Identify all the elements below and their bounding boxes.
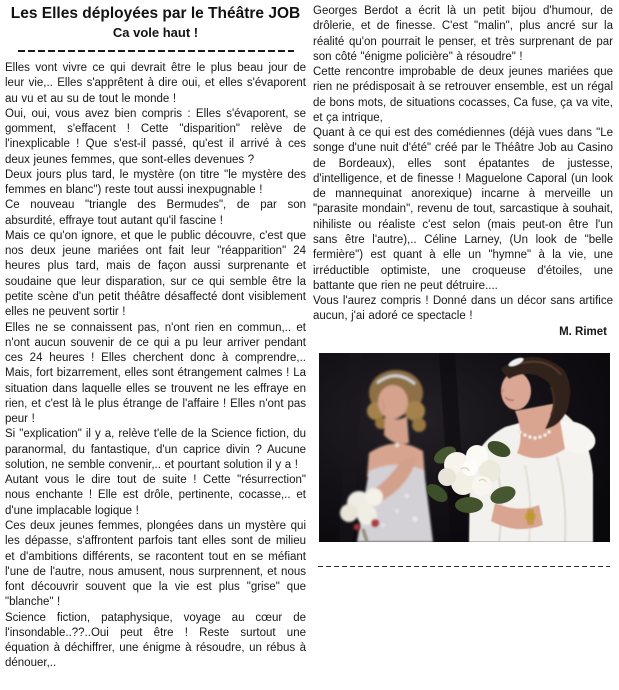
article-paragraph: Quant à ce qui est des comédiennes (déjà vues dans "Le songe d'une nuit d'été" créé par le Théâtre Job au Casino de Bordeaux), elles sont épatantes de justesse, d'intelligence, et de finesse ! Maguelone Caporal (un look de mannequinat anorexique) incarne à merveille un "parasite mondain", revenu de tout, sarcastique à souhait, nihiliste ou réaliste c'est selon (mais peut-on être l'un sans être l'autre),.. Céline Larney, (Un look de "belle fermière") est quant à elle un "hymne" à la vie, une irréductible optimiste, une croqueuse d'étoiles, une battante que rien ne peut détruire.... <box>313 127 613 292</box>
article-paragraph: Autant vous le dire tout de suite ! Cette "résurrection" nous enchante ! Elle est drôle, pertinente, cocasse,.. et d'une implacable logique ! <box>5 474 306 517</box>
article-paragraph: Elles ne se connaissent pas, n'ont rien en commun,.. et n'ont aucun souvenir de ce qui a pu leur arriver pendant ces 24 heures ! Elles cherchent donc à comprendre,.. Mais, fort bizarrement, elles sont étrangement calmes ! La situation dans laquelle elles se trouvent ne les effraye en rien, et c'est là le plus étrange de l'affaire ! Elles n'ont pas peur ! <box>5 321 306 426</box>
left-column <box>5 4 306 688</box>
page-title: Les Elles déployées par le Théâtre JOB <box>10 5 301 22</box>
wedding-photo-svg <box>319 353 610 542</box>
red-flower <box>354 523 361 530</box>
article-paragraph: Cette rencontre improbable de deux jeunes mariées que rien ne prédisposait à se retrouver ensemble, est un régal de bons mots, de situations cocasses, Ca fuse, ça va vite, et ça intrique, <box>313 66 613 124</box>
page-subtitle: Ca vole haut ! <box>112 25 199 40</box>
article-paragraph: Vous l'aurez compris ! Donné dans un décor sans artifice aucun, j'ai adoré ce spectacle ! <box>313 295 613 323</box>
article-paragraph: Mais ce qu'on ignore, et que le public découvre, c'est que nos deux jeune mariées ont fait leur "réapparition" 24 heures plus tard, mais de façon aussi surprenante et soudaine que leur disparation, sur ce qui semble être la petite scène d'un petit théâtre désaffecté dont visiblement elles ne peuvent sortir ! <box>5 229 306 319</box>
article-paragraph: Ce nouveau "triangle des Bermudes", de par son absurdité, effraye tout autant qu'il fascine ! <box>5 199 306 227</box>
right-column <box>313 4 613 567</box>
red-flower <box>371 519 379 527</box>
bottom-separator <box>318 566 610 568</box>
title-separator <box>18 50 294 52</box>
article-paragraph: Si "explication" il y a, relève t'elle de la Science fiction, du paranormal, du fantastique, d'un caprice divin ? Aucune solution, ne semble convenir,.. et pourtant solution il y a ! <box>5 428 306 471</box>
performance-photo <box>319 353 610 542</box>
article-paragraph: Deux jours plus tard, le mystère (on titre "le mystère des femmes en blanc") reste tout aussi inexpugnable ! <box>5 168 306 197</box>
article-paragraph: Elles vont vivre ce qui devrait être le plus beau jour de leur vie,.. Elles s'apprêtent à dire oui, et elles s'évaporent au vu et au su de tout le monde ! <box>5 62 306 105</box>
pendant-necklace <box>395 443 399 447</box>
author-signature: M. Rimet <box>559 325 607 338</box>
article-paragraph: Oui, oui, vous avez bien compris : Elles s'évaporent, se gomment, s'effacent ! Cette "disparition" relève de l'inexplicable ! Que s'est-il passé, qu'est il arrivé à ces deux jeunes femmes, que sont-elles devenues ? <box>5 107 306 166</box>
article-paragraph: Ces deux jeunes femmes, plongées dans un mystère qui les dépasse, s'affrontent parfois tant elles sont de milieu et d'ambitions différents, se racontent tout en se méfiant l'une de l'autre, nous amusent, nous surprennent, et nous font découvrir souvent que la vie est plus "grise" que "blanche" ! <box>5 519 306 609</box>
article-paragraph: Science fiction, pataphysique, voyage au cœur de l'insondable..??..Oui peut être ! Reste surtout une équation à déchiffrer, une énigme à résoudre, un rébus à dénouer,.. <box>5 611 306 670</box>
article-paragraph: Georges Berdot a écrit là un petit bijou d'humour, de drôlerie, et de finesse. C'est "malin", plus ancré sur la réalité qu'on pourrait le penser, et très surprenant de par son côté "énigme policière" à résoudre" ! <box>313 5 613 63</box>
